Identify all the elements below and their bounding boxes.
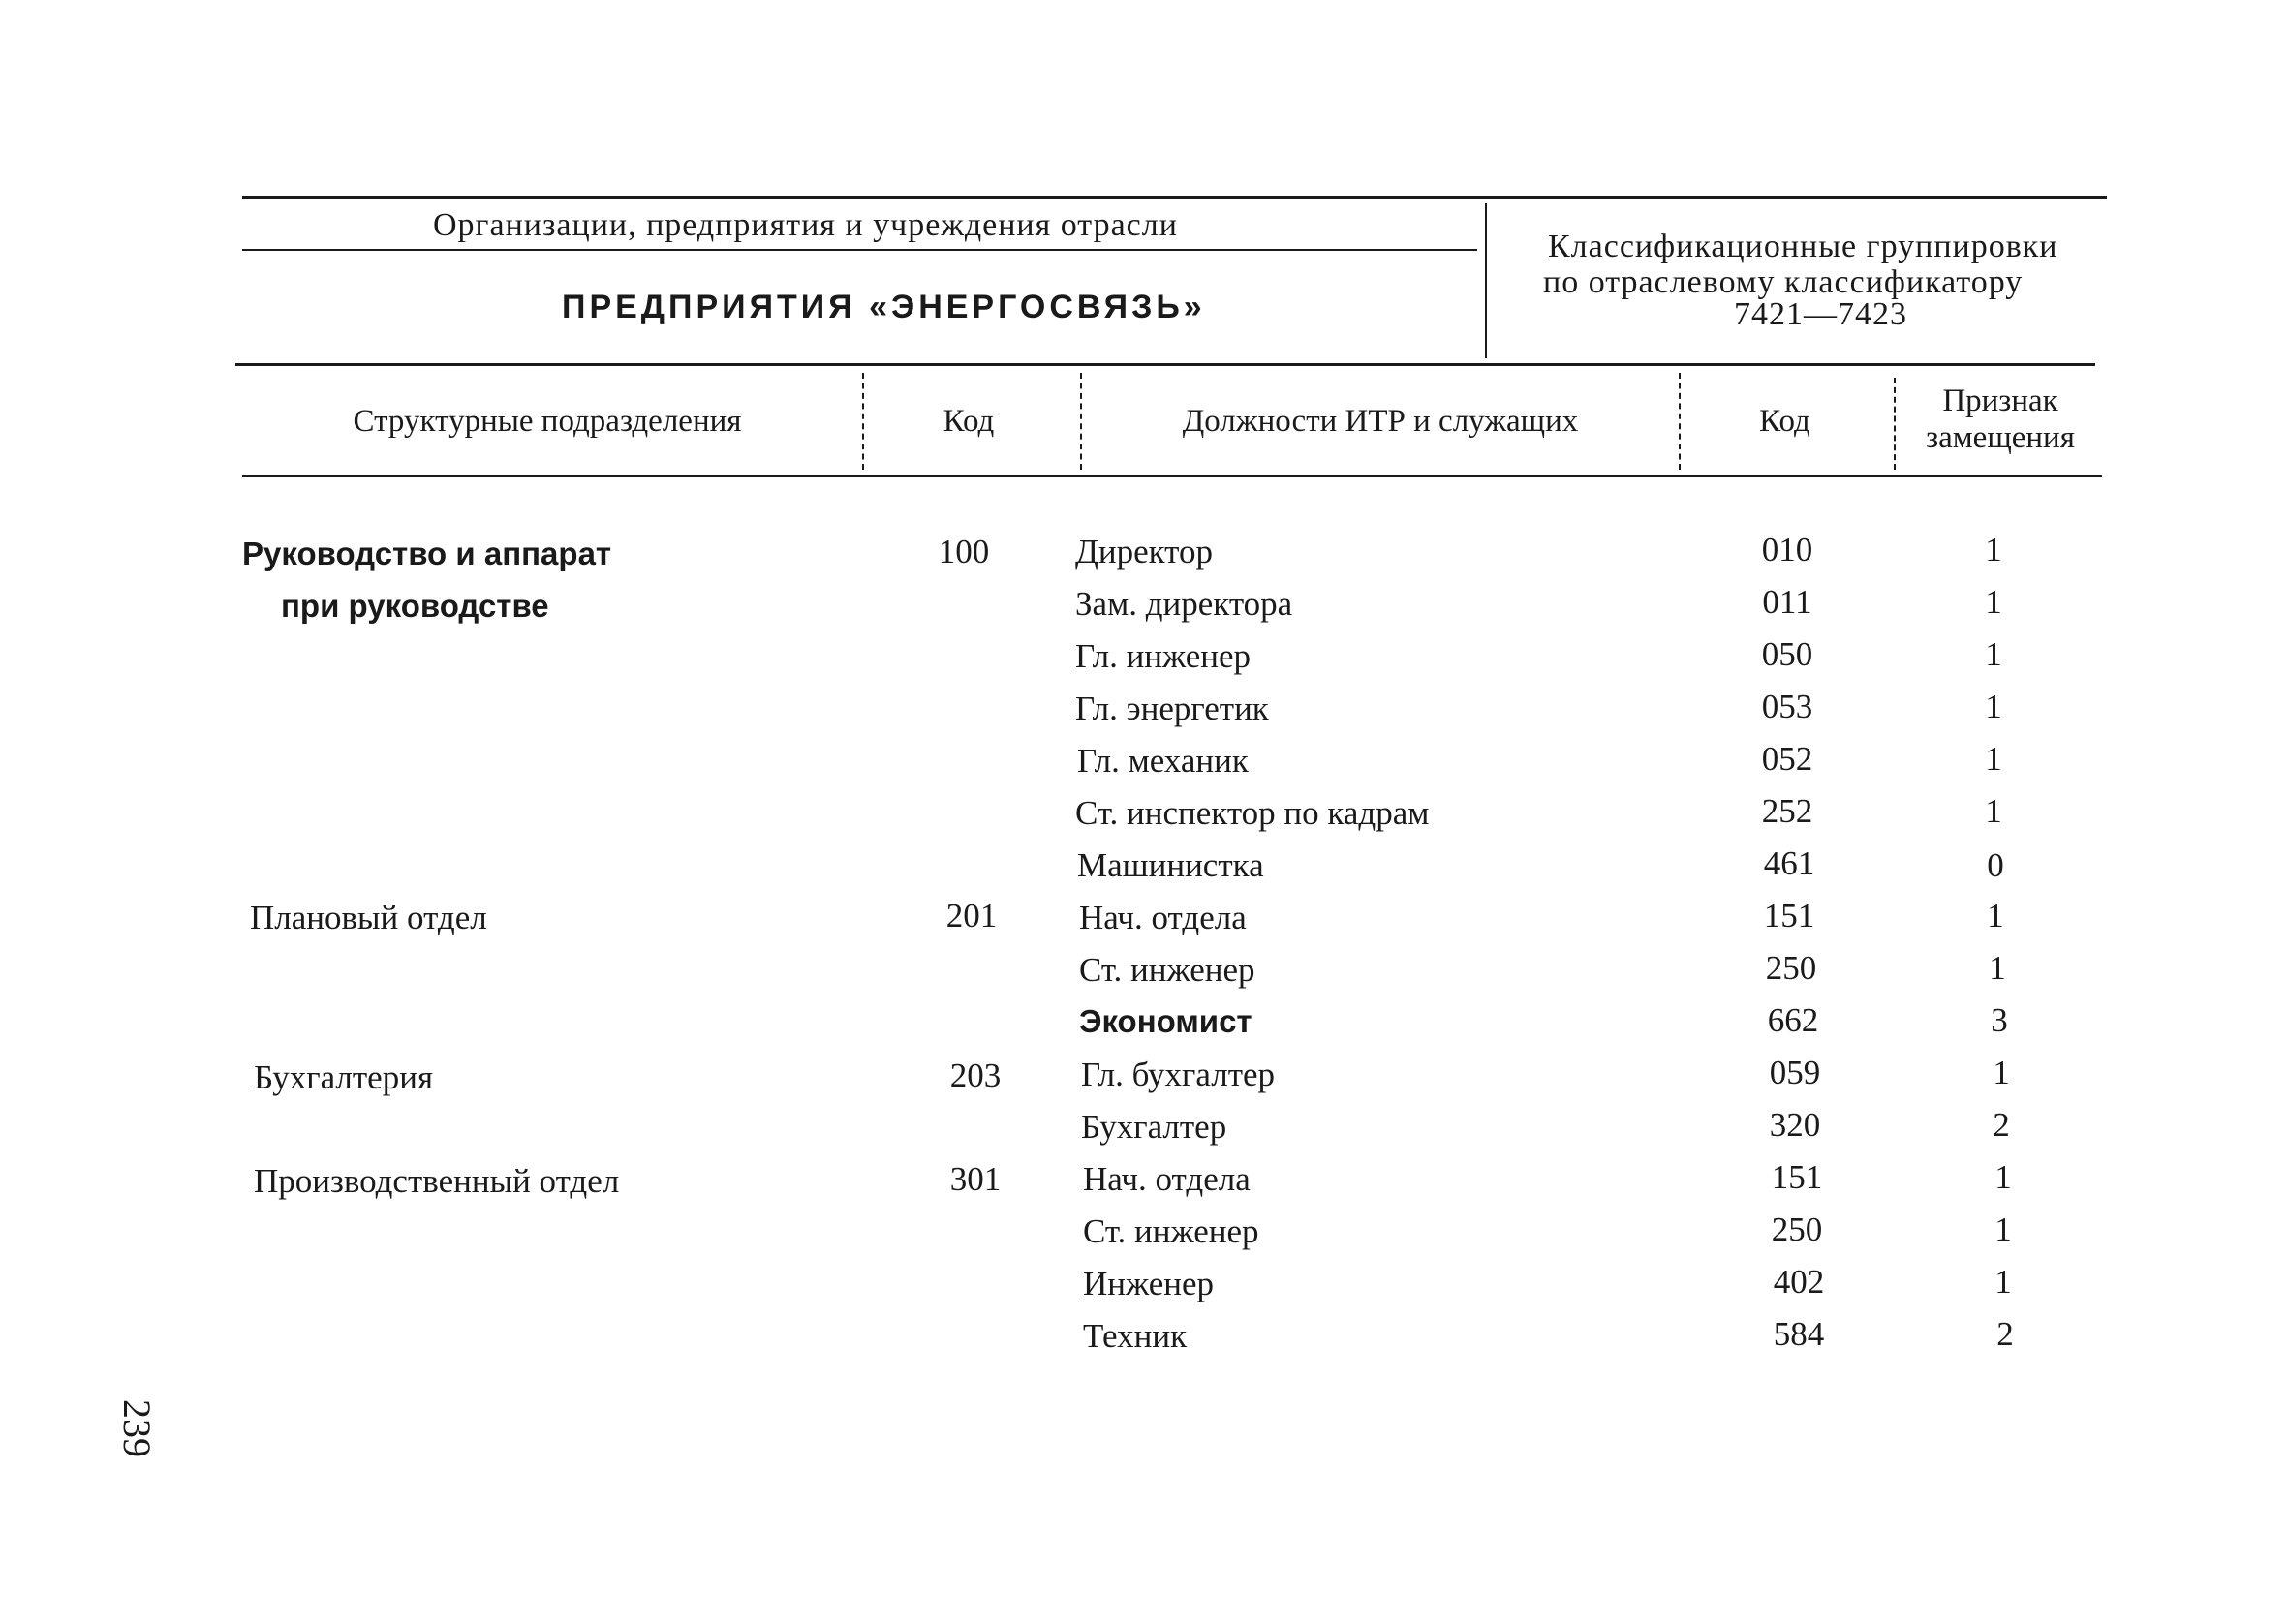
dept-name: Производственный отдел [254, 1162, 620, 1200]
classification-line-3: 7421—7423 [1734, 296, 1907, 332]
position-title: Директор [1075, 533, 1214, 570]
position-code: 250 [1771, 1210, 1823, 1248]
position-title: Ст. инженер [1079, 951, 1255, 989]
position-code: 252 [1761, 792, 1813, 830]
dept-code: 201 [945, 897, 998, 935]
org-underline [242, 249, 1477, 251]
position-sign: 1 [1989, 949, 2006, 987]
dept-name: при руководстве [281, 588, 549, 624]
position-sign: 1 [1994, 1158, 2012, 1196]
position-sign: 1 [1994, 1210, 2012, 1248]
position-title: Техник [1083, 1317, 1188, 1355]
position-code: 151 [1763, 897, 1815, 935]
top-rule [242, 196, 2107, 199]
position-title: Нач. отдела [1083, 1160, 1251, 1198]
position-code: 053 [1761, 688, 1813, 725]
col-divider-3 [1679, 373, 1681, 470]
position-sign: 1 [1985, 531, 2002, 568]
position-code: 320 [1769, 1106, 1821, 1144]
org-line: Организации, предприятия и учреждения отрасли [433, 207, 1178, 243]
position-title: Зам. директора [1075, 585, 1293, 623]
position-code: 461 [1763, 844, 1815, 882]
position-title: Бухгалтер [1081, 1108, 1227, 1146]
position-title: Гл. механик [1077, 742, 1249, 780]
position-code: 050 [1761, 635, 1813, 673]
dept-code: 301 [949, 1160, 1002, 1198]
position-sign: 3 [1991, 1001, 2008, 1039]
position-code: 584 [1773, 1315, 1825, 1353]
column-header-top-rule [235, 363, 2095, 366]
header-divider [1485, 203, 1487, 358]
position-code: 250 [1765, 949, 1817, 987]
position-code: 059 [1769, 1054, 1821, 1091]
position-title: Ст. инженер [1083, 1212, 1259, 1250]
position-sign: 1 [1987, 897, 2004, 935]
col-dept-code: Код [943, 404, 995, 439]
position-sign: 1 [1985, 688, 2002, 725]
dept-name: Плановый отдел [250, 899, 487, 936]
col-dept: Структурные подразделения [353, 404, 742, 439]
position-code: 151 [1771, 1158, 1823, 1196]
col-sign-2: замещения [1926, 420, 2075, 455]
position-code: 402 [1773, 1263, 1825, 1301]
position-sign: 1 [1985, 740, 2002, 778]
position-sign: 1 [1985, 635, 2002, 673]
col-divider-1 [862, 373, 864, 470]
dept-name: Бухгалтерия [254, 1058, 434, 1096]
position-sign: 1 [1985, 792, 2002, 830]
position-code: 662 [1767, 1001, 1819, 1039]
position-sign: 1 [1993, 1054, 2010, 1091]
position-title: Машинистка [1077, 846, 1264, 884]
position-title: Нач. отдела [1079, 899, 1247, 936]
col-divider-2 [1080, 373, 1082, 470]
col-pos-code: Код [1759, 404, 1810, 439]
dept-code: 100 [938, 533, 990, 570]
position-sign: 1 [1994, 1263, 2012, 1301]
position-code: 011 [1762, 583, 1812, 621]
position-sign: 0 [1987, 846, 2004, 884]
position-title: Экономист [1079, 1003, 1252, 1039]
col-sign-1: Признак [1942, 383, 2058, 418]
position-code: 010 [1761, 531, 1813, 568]
position-title: Ст. инспектор по кадрам [1075, 794, 1430, 832]
position-title: Гл. энергетик [1075, 689, 1269, 727]
page-title: ПРЕДПРИЯТИЯ «ЭНЕРГОСВЯЗЬ» [562, 289, 1206, 325]
dept-name: Руководство и аппарат [242, 536, 612, 571]
classification-line-1: Классификационные группировки [1548, 229, 2058, 264]
dept-code: 203 [949, 1057, 1002, 1094]
column-header-bottom-rule [242, 475, 2102, 477]
position-code: 052 [1761, 740, 1813, 778]
position-title: Гл. инженер [1075, 637, 1252, 675]
position-sign: 2 [1996, 1315, 2014, 1353]
classification-line-2: по отраслевому классификатору [1543, 264, 2024, 300]
position-title: Инженер [1083, 1265, 1215, 1302]
position-title: Гл. бухгалтер [1081, 1056, 1276, 1093]
page-number: 239 [115, 1399, 159, 1457]
col-divider-4 [1894, 378, 1896, 470]
position-sign: 2 [1993, 1106, 2010, 1144]
col-position: Должности ИТР и служащих [1182, 404, 1579, 439]
position-sign: 1 [1985, 583, 2002, 621]
